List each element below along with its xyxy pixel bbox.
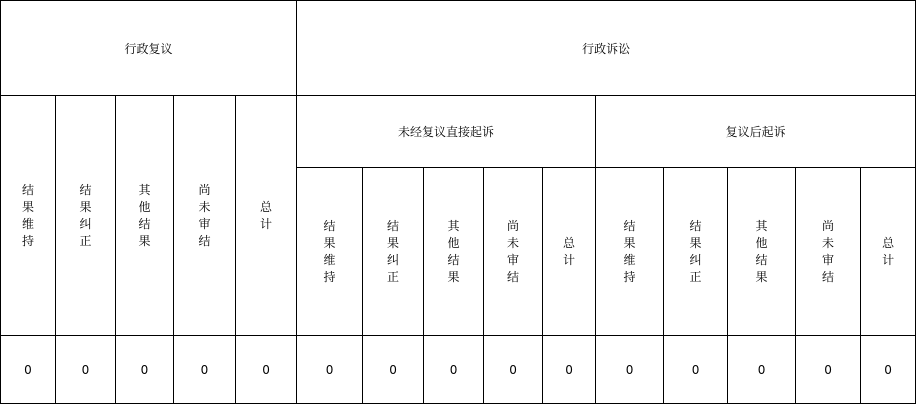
- header-post-result-upheld: 结果维持: [623, 218, 636, 284]
- header-direct-col: [297, 168, 363, 336]
- data-cell: 0: [174, 336, 236, 404]
- header-review-col: [56, 96, 116, 336]
- header-direct-col: [484, 168, 543, 336]
- header-post-total: 总计: [882, 235, 895, 267]
- header-post-col: [728, 168, 796, 336]
- header-post-pending: 尚未审结: [822, 218, 835, 284]
- data-cell: 0: [796, 336, 861, 404]
- header-review-col: [236, 96, 297, 336]
- header-review-pending: 尚未审结: [198, 182, 211, 248]
- header-direct-suit-label: 未经复议直接起诉: [398, 125, 495, 139]
- header-admin-review-label: 行政复议: [124, 41, 173, 56]
- data-cell: 0: [484, 336, 543, 404]
- header-post-review-suit: [596, 96, 916, 168]
- header-review-result-corrected: 结果纠正: [79, 182, 92, 248]
- header-direct-result-upheld: 结果维持: [323, 218, 336, 284]
- header-review-result-upheld: 结果维持: [22, 182, 35, 248]
- data-cell: 0: [1, 336, 56, 404]
- header-post-result-corrected: 结果纠正: [689, 218, 702, 284]
- header-admin-litigation: [297, 1, 916, 96]
- header-post-col: [596, 168, 664, 336]
- header-post-col: [861, 168, 916, 336]
- header-post-review-suit-label: 复议后起诉: [725, 125, 786, 139]
- data-cell: 0: [363, 336, 424, 404]
- header-direct-total: 总计: [563, 235, 576, 267]
- header-row-groups: [1, 1, 916, 96]
- header-direct-suit: [297, 96, 596, 168]
- header-review-total: 总计: [260, 199, 273, 231]
- header-post-col: [796, 168, 861, 336]
- header-direct-col: [543, 168, 596, 336]
- data-cell: 0: [236, 336, 297, 404]
- header-review-col: [1, 96, 56, 336]
- data-cell: 0: [543, 336, 596, 404]
- data-row: [1, 336, 916, 404]
- data-cell: 0: [861, 336, 916, 404]
- header-direct-col: [424, 168, 484, 336]
- data-cell: 0: [116, 336, 174, 404]
- header-review-col: [174, 96, 236, 336]
- data-cell: 0: [728, 336, 796, 404]
- header-admin-litigation-label: 行政诉讼: [582, 41, 631, 56]
- header-post-col: [664, 168, 728, 336]
- header-admin-review: [1, 1, 297, 96]
- data-cell: 0: [56, 336, 116, 404]
- header-direct-result-corrected: 结果纠正: [387, 218, 400, 284]
- header-review-other-result: 其他结果: [138, 182, 151, 248]
- header-direct-col: [363, 168, 424, 336]
- data-cell: 0: [424, 336, 484, 404]
- header-direct-other-result: 其他结果: [447, 218, 460, 284]
- data-cell: 0: [297, 336, 363, 404]
- header-row-subgroups: [1, 96, 916, 168]
- header-review-col: [116, 96, 174, 336]
- data-cell: 0: [596, 336, 664, 404]
- header-direct-pending: 尚未审结: [507, 218, 520, 284]
- data-cell: 0: [664, 336, 728, 404]
- header-post-other-result: 其他结果: [755, 218, 768, 284]
